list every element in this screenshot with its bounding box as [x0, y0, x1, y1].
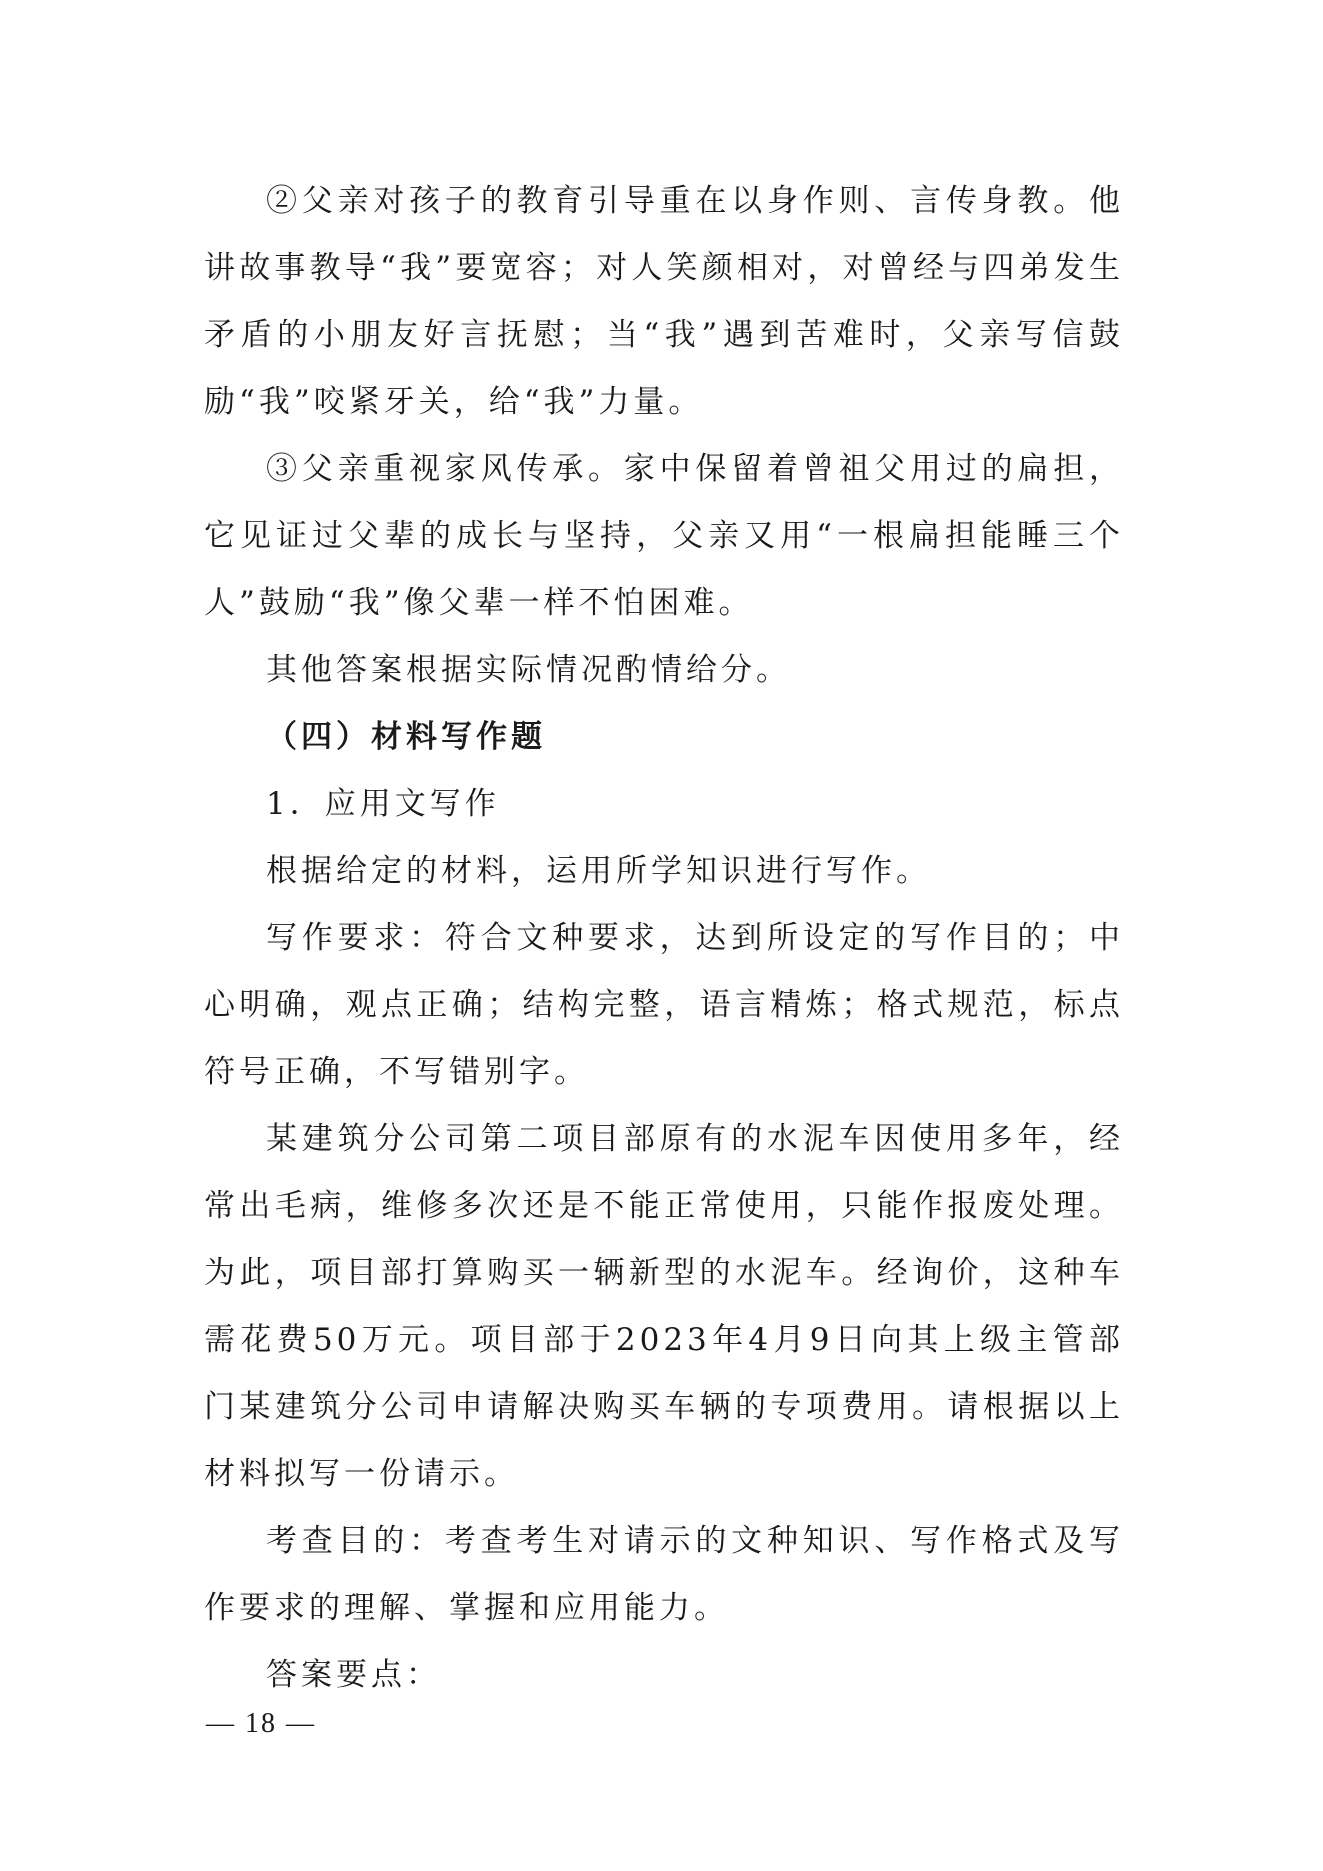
paragraph-other-answers: 其他答案根据实际情况酌情给分。	[266, 652, 791, 688]
paragraph-material: 某建筑分公司第二项目部原有的水泥车因使用多年，经常出毛病，维修多次还是不能正常使用，只能作报废处理。为此，项目部打算购买一辆新型的水泥车。经询价，这种车需花费50万元。项目部于2023年4月9日向其上级主管部门某建筑分公司申请解决购买车辆的专项费用。请根据以上材料拟写一份请示。	[204, 1121, 1124, 1492]
subsection-heading: 1．应用文写作	[266, 786, 500, 822]
paragraph-instruction: 根据给定的材料，运用所学知识进行写作。	[266, 853, 931, 889]
page-number: — 18 —	[206, 1708, 316, 1739]
paragraph-family-tradition: ③父亲重视家风传承。家中保留着曾祖父用过的扁担，它见证过父辈的成长与坚持，父亲又用“一根扁担能睡三个人”鼓励“我”像父辈一样不怕困难。	[204, 451, 1124, 621]
paragraph-answer-points: 答案要点：	[266, 1657, 441, 1693]
paragraph-writing-requirements: 写作要求：符合文种要求，达到所设定的写作目的；中心明确，观点正确；结构完整，语言精炼；格式规范，标点符号正确，不写错别字。	[204, 920, 1124, 1090]
paragraph-father-education: ②父亲对孩子的教育引导重在以身作则、言传身教。他讲故事教导“我”要宽容；对人笑颜相对，对曾经与四弟发生矛盾的小朋友好言抚慰；当“我”遇到苦难时，父亲写信鼓励“我”咬紧牙关，给“我”力量。	[204, 183, 1124, 420]
page-content	[204, 168, 1124, 1709]
paragraph-purpose: 考查目的：考查考生对请示的文种知识、写作格式及写作要求的理解、掌握和应用能力。	[204, 1523, 1124, 1626]
section-heading: （四）材料写作题	[266, 719, 546, 755]
